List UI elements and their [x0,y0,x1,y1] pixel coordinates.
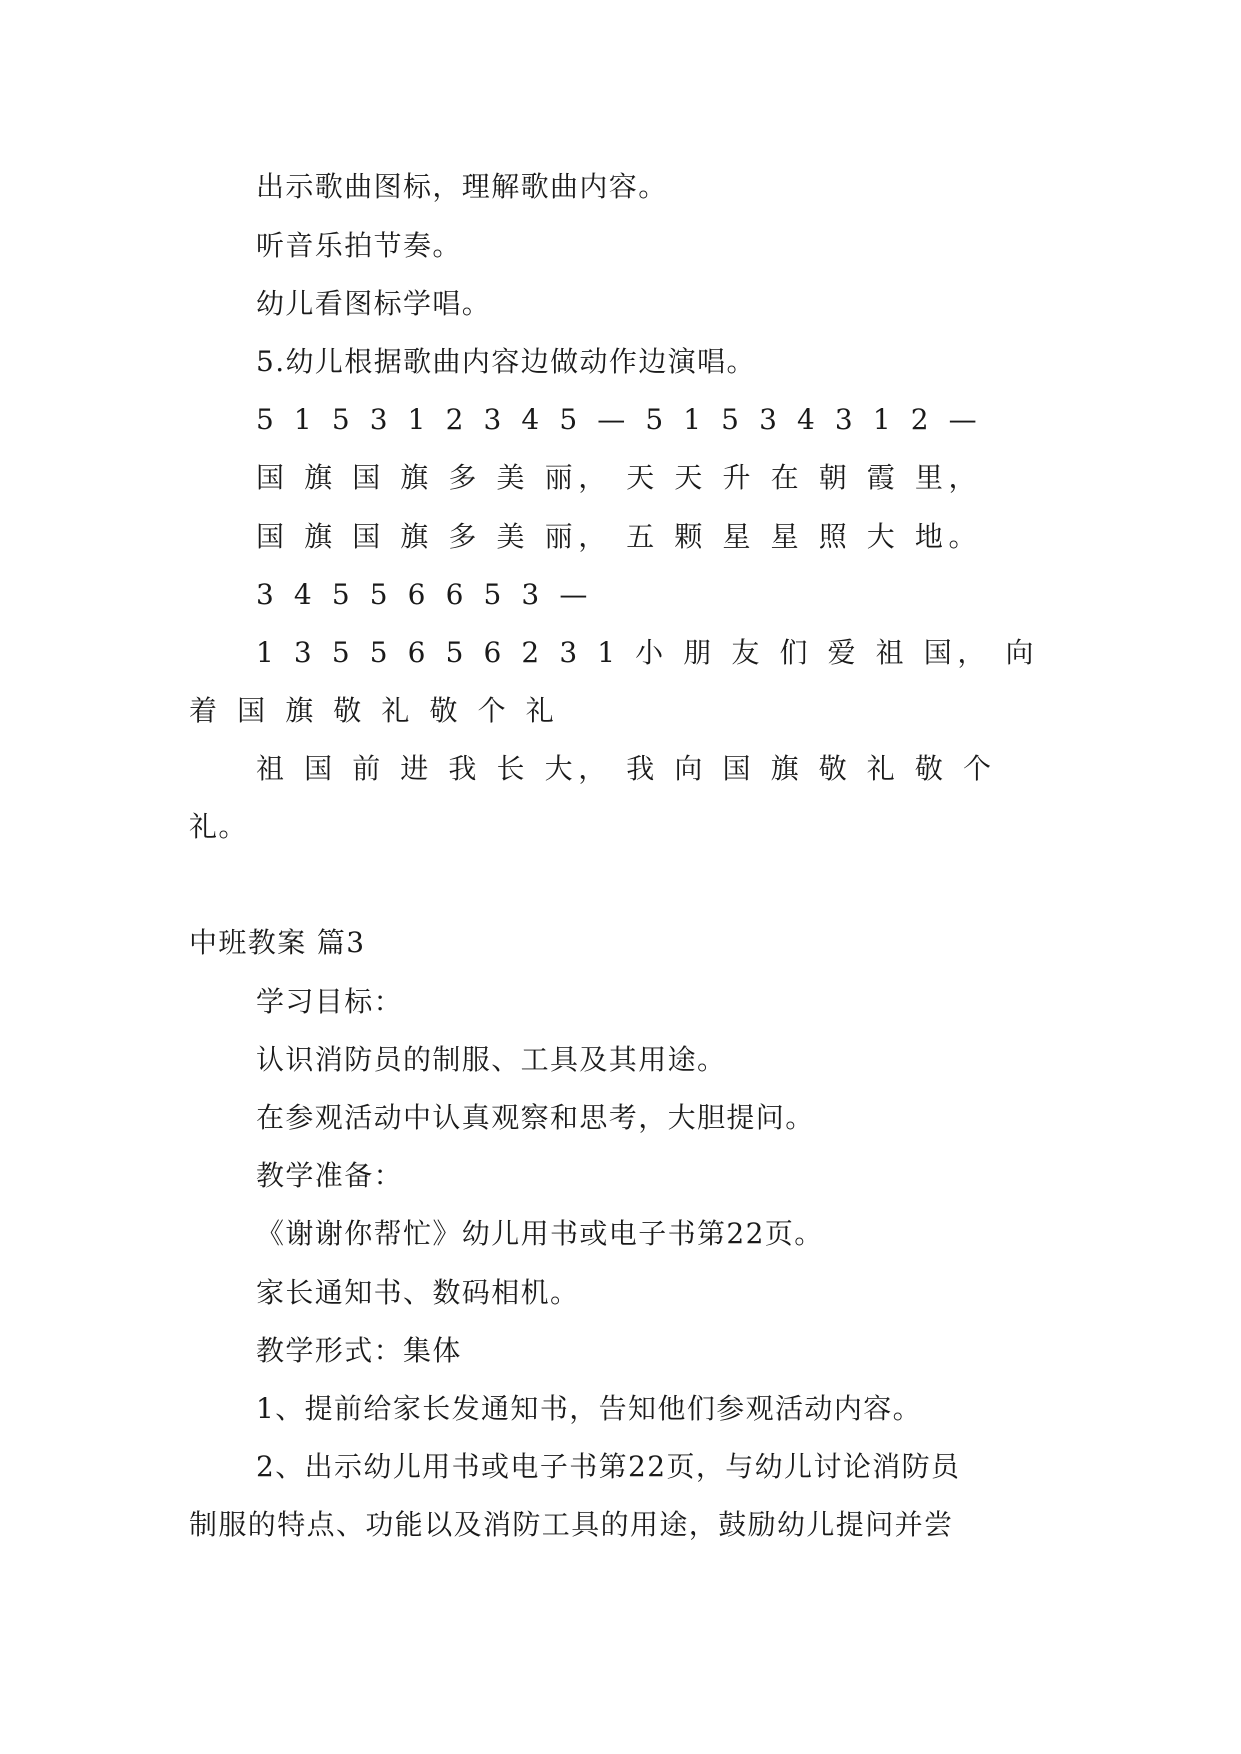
lyrics-line: 礼。 [189,810,248,843]
section-heading: 中班教案 篇3 [189,926,366,959]
body-text-line: 学习目标： [256,985,404,1018]
body-text-line: 2、出示幼儿用书或电子书第22页，与幼儿讨论消防员 [256,1450,961,1483]
music-notation-line: 5 1 5 3 1 2 3 4 5 — 5 1 5 3 4 3 1 2 — [256,403,983,436]
body-text-line: 5.幼儿根据歌曲内容边做动作边演唱。 [256,345,756,378]
body-text-line: 出示歌曲图标，理解歌曲内容。 [256,170,668,203]
body-text-line: 《谢谢你帮忙》幼儿用书或电子书第22页。 [256,1217,824,1250]
body-text-line: 教学准备： [256,1159,404,1192]
body-text-line: 听音乐拍节奏。 [256,229,462,262]
lyrics-line: 国 旗 国 旗 多 美 丽， 五 颗 星 星 照 大 地。 [256,520,983,553]
body-text-line: 教学形式：集体 [256,1334,462,1367]
lyrics-line: 着 国 旗 敬 礼 敬 个 礼 [189,694,560,727]
body-text-line: 制服的特点、功能以及消防工具的用途，鼓励幼儿提问并尝 [189,1508,954,1541]
lyrics-line: 国 旗 国 旗 多 美 丽， 天 天 升 在 朝 霞 里， [256,461,983,494]
body-text-line: 幼儿看图标学唱。 [256,287,492,320]
body-text-line: 1、提前给家长发通知书，告知他们参观活动内容。 [256,1392,923,1425]
music-notation-line: 3 4 5 5 6 6 5 3 — [256,578,593,611]
body-text-line: 认识消防员的制服、工具及其用途。 [256,1043,727,1076]
lyrics-line: 1 3 5 5 6 5 6 2 3 1 小 朋 友 们 爱 祖 国， 向 [256,636,1040,669]
body-text-line: 家长通知书、数码相机。 [256,1276,580,1309]
body-text-line: 在参观活动中认真观察和思考，大胆提问。 [256,1101,815,1134]
lyrics-line: 祖 国 前 进 我 长 大， 我 向 国 旗 敬 礼 敬 个 [256,752,997,785]
